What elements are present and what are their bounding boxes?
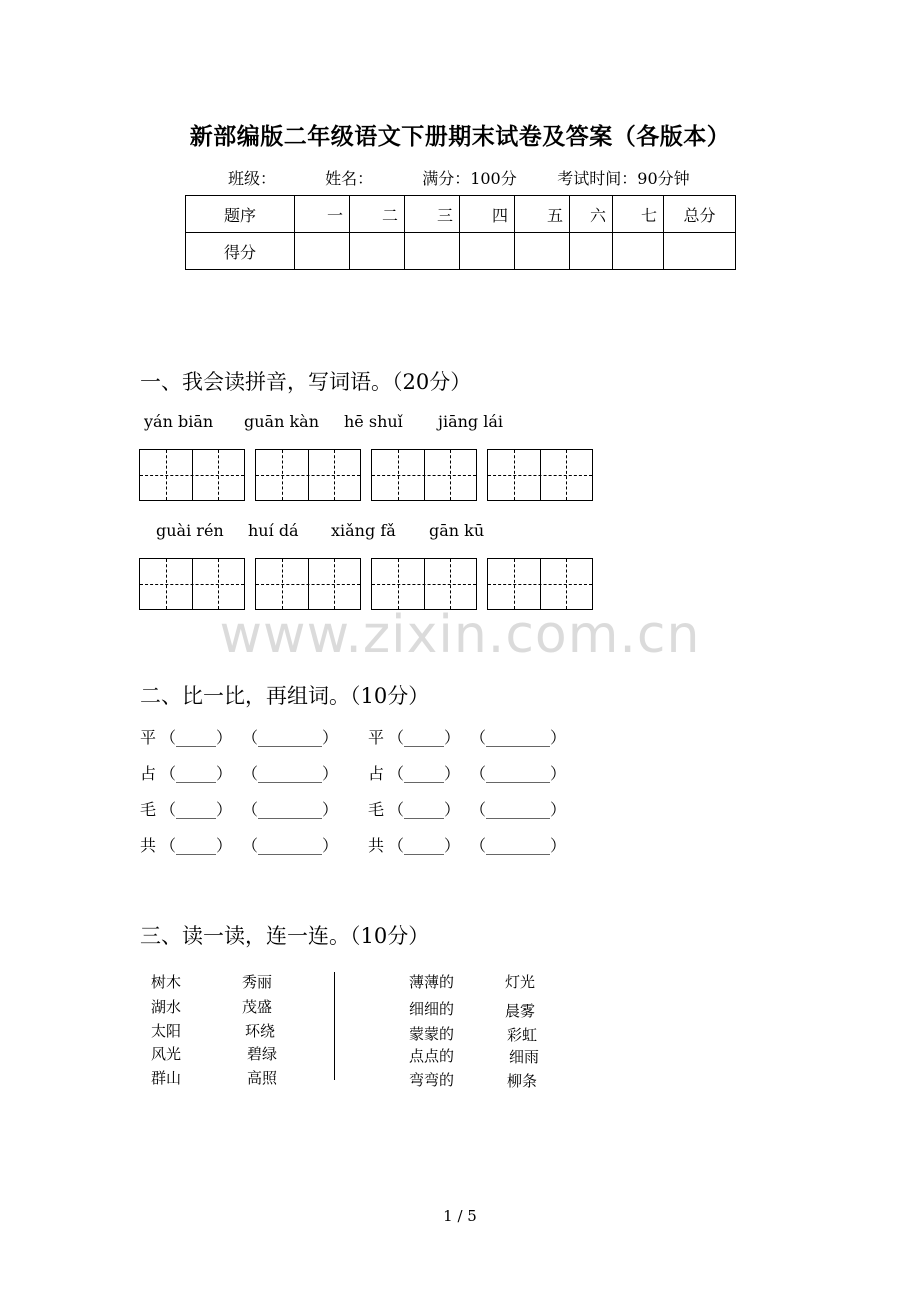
- match-word[interactable]: 树木: [151, 973, 182, 991]
- writing-grid[interactable]: [487, 558, 593, 610]
- compare-row: [0, 833, 920, 855]
- match-word[interactable]: 茂盛: [242, 998, 273, 1016]
- match-word[interactable]: 环绕: [245, 1022, 276, 1040]
- match-word[interactable]: 秀丽: [242, 973, 273, 991]
- compare-char: 占: [368, 764, 385, 783]
- table-header-cell: 三: [405, 196, 460, 233]
- blank-long[interactable]: （________）: [242, 800, 339, 819]
- pinyin-item: gān kū: [429, 521, 485, 540]
- pinyin-item: hē shuǐ: [344, 412, 403, 431]
- writing-grid[interactable]: [139, 449, 245, 501]
- match-word[interactable]: 弯弯的: [409, 1071, 455, 1089]
- compare-char: 共: [368, 836, 385, 855]
- score-cell[interactable]: [570, 233, 613, 270]
- score-cell[interactable]: [350, 233, 405, 270]
- match-word[interactable]: 灯光: [505, 973, 536, 991]
- table-header-cell: 四: [460, 196, 515, 233]
- section-1-title: 一、我会读拼音，写词语。（20分）: [140, 370, 472, 394]
- compare-char: 平: [368, 728, 385, 747]
- exam-info: [228, 166, 690, 189]
- exam-time: 考试时间：90分钟: [557, 169, 690, 188]
- writing-grid[interactable]: [487, 449, 593, 501]
- pinyin-row-2: [0, 521, 920, 543]
- blank-long[interactable]: （________）: [242, 728, 339, 747]
- compare-row: [0, 797, 920, 819]
- match-word[interactable]: 细细的: [409, 1000, 455, 1018]
- score-cell[interactable]: [515, 233, 570, 270]
- blank-long[interactable]: （________）: [470, 836, 567, 855]
- blank-short[interactable]: （_____）: [160, 728, 233, 747]
- class-label: 班级：: [228, 169, 277, 188]
- blank-long[interactable]: （________）: [470, 800, 567, 819]
- column-divider: [334, 972, 335, 1080]
- match-word[interactable]: 点点的: [409, 1047, 455, 1065]
- blank-short[interactable]: （_____）: [388, 836, 461, 855]
- match-word[interactable]: 风光: [151, 1045, 182, 1063]
- table-header-cell: 六: [570, 196, 613, 233]
- compare-char: 占: [140, 764, 157, 783]
- score-cell[interactable]: [405, 233, 460, 270]
- compare-char: 共: [140, 836, 157, 855]
- pinyin-item: guān kàn: [244, 412, 320, 431]
- match-word[interactable]: 高照: [247, 1069, 278, 1087]
- score-cell[interactable]: [613, 233, 664, 270]
- blank-short[interactable]: （_____）: [388, 728, 461, 747]
- pinyin-item: guài rén: [156, 521, 224, 540]
- compare-char: 毛: [140, 800, 157, 819]
- table-header-cell: 五: [515, 196, 570, 233]
- match-word[interactable]: 柳条: [507, 1072, 538, 1090]
- compare-row: [0, 725, 920, 747]
- blank-long[interactable]: （________）: [470, 728, 567, 747]
- pinyin-item: xiǎng fǎ: [331, 521, 396, 540]
- pinyin-item: yán biān: [144, 412, 214, 431]
- blank-long[interactable]: （________）: [242, 836, 339, 855]
- score-row-label: 得分: [186, 233, 295, 270]
- table-header-cell: 总分: [664, 196, 736, 233]
- pinyin-item: huí dá: [248, 521, 299, 540]
- match-word[interactable]: 太阳: [151, 1022, 182, 1040]
- writing-grid[interactable]: [371, 449, 477, 501]
- score-cell[interactable]: [460, 233, 515, 270]
- page-title: 新部编版二年级语文下册期末试卷及答案（各版本）: [189, 123, 731, 150]
- score-cell[interactable]: [295, 233, 350, 270]
- blank-short[interactable]: （_____）: [160, 800, 233, 819]
- table-header-cell: 一: [295, 196, 350, 233]
- pinyin-item: jiāng lái: [438, 412, 504, 431]
- writing-grid[interactable]: [139, 558, 245, 610]
- table-header-cell: 二: [350, 196, 405, 233]
- compare-row: [0, 761, 920, 783]
- blank-long[interactable]: （________）: [470, 764, 567, 783]
- match-word[interactable]: 细雨: [509, 1048, 540, 1066]
- name-label: 姓名：: [325, 169, 374, 188]
- compare-char: 毛: [368, 800, 385, 819]
- table-row: [186, 196, 736, 233]
- match-word[interactable]: 湖水: [151, 998, 182, 1016]
- watermark: www.zixin.com.cn: [219, 605, 701, 665]
- pinyin-row-1: [0, 412, 920, 434]
- page-number: 1 / 5: [443, 1207, 477, 1225]
- full-score: 满分：100分: [422, 169, 517, 188]
- writing-grid[interactable]: [255, 558, 361, 610]
- blank-short[interactable]: （_____）: [160, 836, 233, 855]
- table-header-cell: 七: [613, 196, 664, 233]
- match-word[interactable]: 蒙蒙的: [409, 1025, 455, 1043]
- section-3-title: 三、读一读，连一连。（10分）: [140, 924, 430, 948]
- compare-char: 平: [140, 728, 157, 747]
- section-2-title: 二、比一比，再组词。（10分）: [140, 684, 430, 708]
- score-cell[interactable]: [664, 233, 736, 270]
- blank-short[interactable]: （_____）: [160, 764, 233, 783]
- match-word[interactable]: 彩虹: [507, 1026, 538, 1044]
- table-header-cell: 题序: [186, 196, 295, 233]
- score-table: [185, 195, 736, 270]
- match-word[interactable]: 群山: [151, 1069, 182, 1087]
- writing-grid[interactable]: [255, 449, 361, 501]
- blank-short[interactable]: （_____）: [388, 764, 461, 783]
- blank-long[interactable]: （________）: [242, 764, 339, 783]
- table-row: [186, 233, 736, 270]
- writing-grid[interactable]: [371, 558, 477, 610]
- match-word[interactable]: 碧绿: [247, 1045, 278, 1063]
- match-word[interactable]: 晨雾: [505, 1002, 536, 1020]
- blank-short[interactable]: （_____）: [388, 800, 461, 819]
- match-word[interactable]: 薄薄的: [409, 973, 455, 991]
